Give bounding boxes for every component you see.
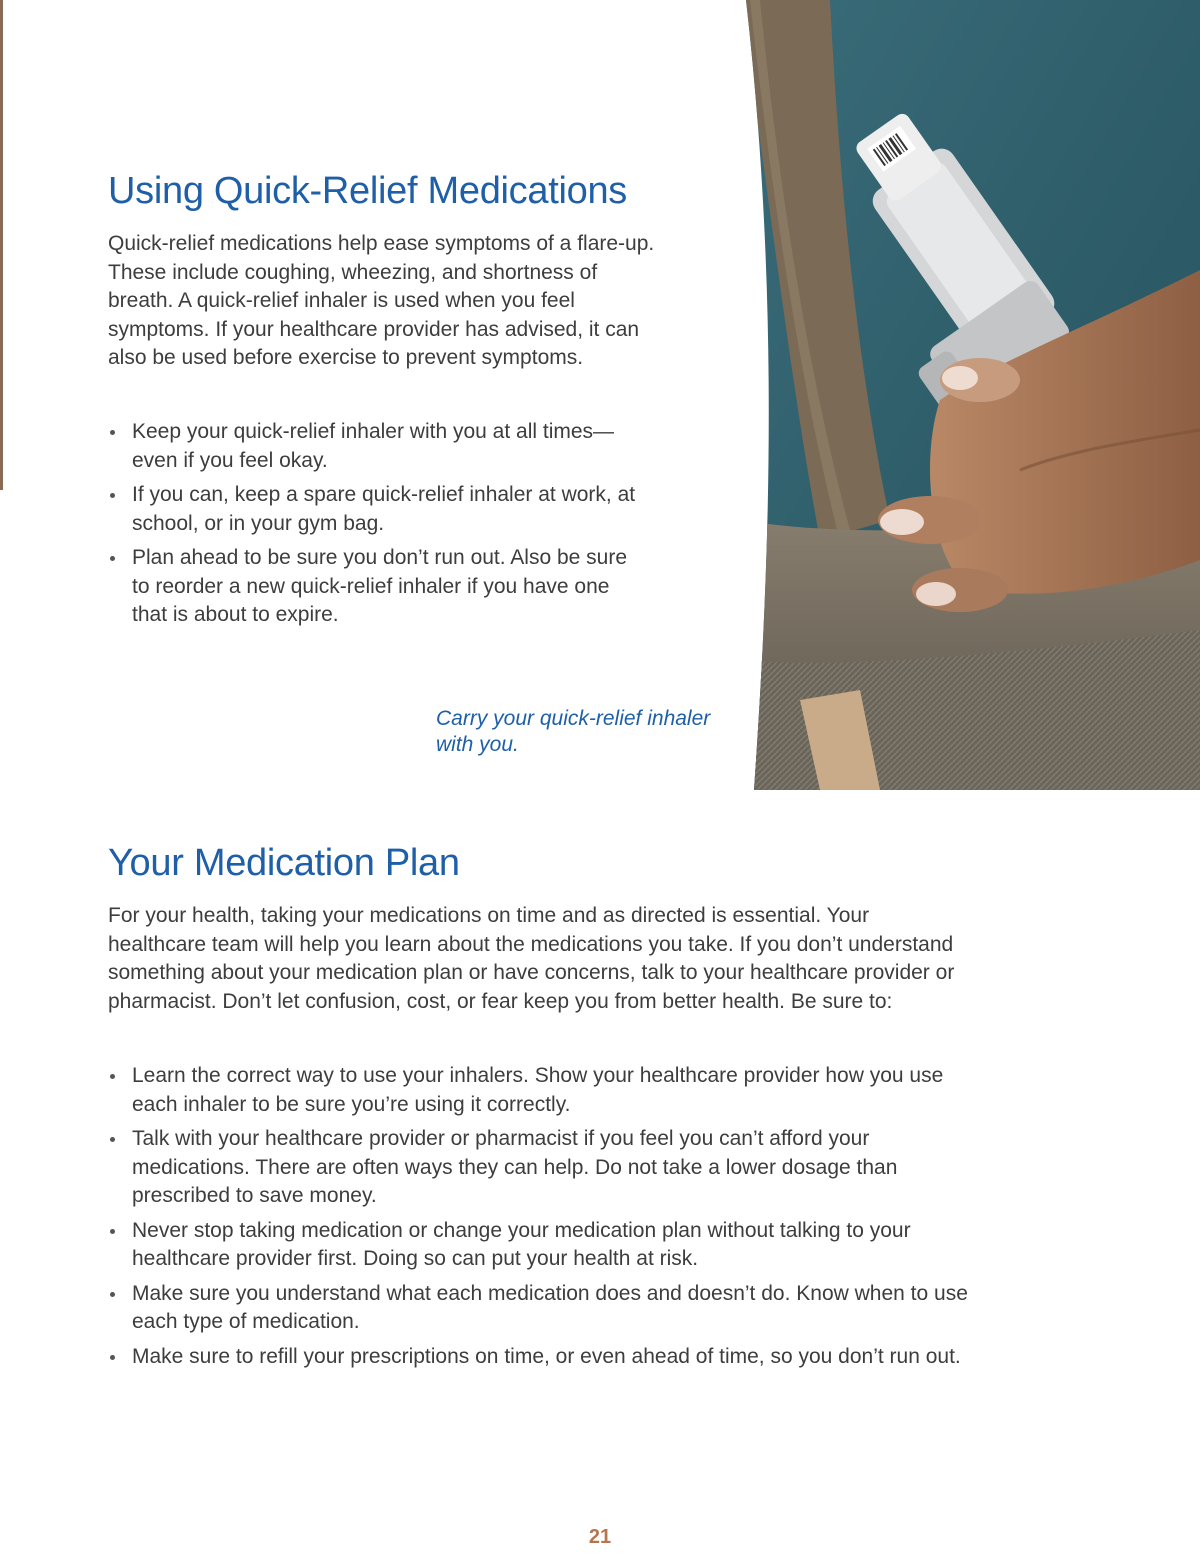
- inhaler-illustration: [740, 0, 1200, 790]
- quick-relief-intro: Quick-relief medications help ease symptoms of a flare-up. These include coughing, wheezing, and shortness of breath. A quick-relief inhaler is used when you feel symptoms. If your healthcare provider has advised, it can also be used before exercise to prevent symptoms.: [108, 232, 655, 369]
- section-title-quick-relief: Using Quick-Relief Medications: [108, 170, 627, 212]
- list-item: Make sure to refill your prescriptions on time, or even ahead of time, so you don’t run out.: [108, 1343, 968, 1372]
- list-item: Keep your quick-relief inhaler with you at all times—even if you feel okay.: [108, 418, 638, 475]
- list-item: If you can, keep a spare quick-relief inhaler at work, at school, or in your gym bag.: [108, 481, 638, 538]
- section-title-medication-plan: Your Medication Plan: [108, 842, 460, 884]
- list-item: Learn the correct way to use your inhalers. Show your healthcare provider how you use each inhaler to be sure you’re using it correctly.: [108, 1062, 968, 1119]
- left-edge-bar: [0, 0, 3, 490]
- medication-plan-intro: For your health, taking your medications on time and as directed is essential. Your healthcare team will help you learn about the medications you take. If you don’t understand something about your medication plan or have concerns, talk to your healthcare provider or pharmacist. Don’t let confusion, cost, or fear keep you from better health. Be sure to:: [108, 904, 955, 1013]
- quick-relief-bullets: [108, 418, 638, 636]
- medication-plan-bullets: [108, 1062, 968, 1377]
- page-number: 21: [588, 1526, 612, 1548]
- photo-caption: Carry your quick-relief inhaler with you.: [436, 707, 711, 756]
- inhaler-photo: [740, 0, 1200, 790]
- list-item: Plan ahead to be sure you don’t run out. Also be sure to reorder a new quick-relief inhaler if you have one that is about to expire.: [108, 544, 638, 630]
- list-item: Talk with your healthcare provider or pharmacist if you feel you can’t afford your medications. There are often ways they can help. Do not take a lower dosage than prescribed to save money.: [108, 1125, 968, 1211]
- list-item: Never stop taking medication or change your medication plan without talking to your healthcare provider first. Doing so can put your health at risk.: [108, 1217, 968, 1274]
- list-item: Make sure you understand what each medication does and doesn’t do. Know when to use each type of medication.: [108, 1280, 968, 1337]
